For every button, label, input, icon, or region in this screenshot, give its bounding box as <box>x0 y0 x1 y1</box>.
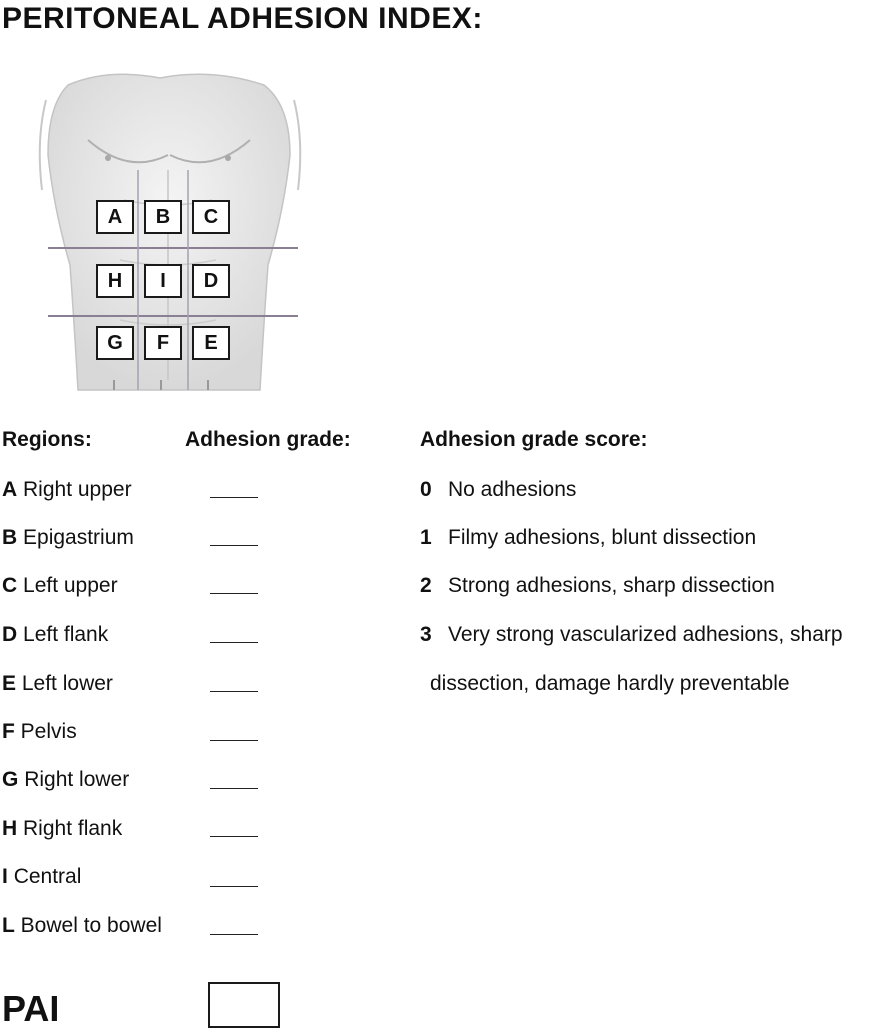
score-item <box>420 623 843 647</box>
region-box-g: G <box>96 326 134 360</box>
pai-label: PAI <box>2 988 60 1029</box>
regions-header: Regions: <box>2 428 92 451</box>
region-name: Pelvis <box>20 720 77 743</box>
score-text: No adhesions <box>448 478 577 501</box>
region-name: Right flank <box>23 817 123 840</box>
region-row <box>2 720 77 744</box>
region-row <box>2 526 134 550</box>
region-letter: G <box>2 768 19 791</box>
region-row <box>2 817 122 841</box>
region-letter: C <box>2 574 18 597</box>
region-box-f: F <box>144 326 182 360</box>
region-name: Bowel to bowel <box>20 914 162 937</box>
score-text: Filmy adhesions, blunt dissection <box>448 526 757 549</box>
region-row <box>2 768 129 792</box>
page-title: PERITONEAL ADHESION INDEX: <box>2 2 483 35</box>
grade-blank-d[interactable] <box>210 642 258 643</box>
region-letter: D <box>2 623 18 646</box>
region-name: Left lower <box>21 672 113 695</box>
score-item <box>420 526 756 550</box>
region-row <box>2 623 108 647</box>
grade-blank-h[interactable] <box>210 836 258 837</box>
region-box-a: A <box>96 200 134 234</box>
region-name: Right upper <box>23 478 132 501</box>
region-row <box>2 672 113 696</box>
score-item <box>420 574 775 598</box>
region-letter: A <box>2 478 18 501</box>
region-name: Left flank <box>23 623 109 646</box>
region-letter: H <box>2 817 18 840</box>
torso-diagram <box>28 60 320 405</box>
region-name: Right lower <box>24 768 130 791</box>
grade-blank-g[interactable] <box>210 788 258 789</box>
region-letter: B <box>2 526 18 549</box>
region-name: Central <box>13 865 82 888</box>
pai-total-box[interactable] <box>208 982 280 1028</box>
score-text: Strong adhesions, sharp dissection <box>448 574 775 597</box>
region-name: Left upper <box>23 574 118 597</box>
grade-blank-l[interactable] <box>210 934 258 935</box>
score-number: 3 <box>420 623 432 646</box>
region-box-h: H <box>96 264 134 298</box>
grade-blank-a[interactable] <box>210 497 258 498</box>
region-letter: F <box>2 720 15 743</box>
score-continuation: dissection, damage hardly preventable <box>430 672 790 695</box>
score-item <box>420 478 576 502</box>
region-name: Epigastrium <box>23 526 134 549</box>
region-box-i: I <box>144 264 182 298</box>
region-row <box>2 574 118 598</box>
grade-blank-i[interactable] <box>210 886 258 887</box>
region-box-b: B <box>144 200 182 234</box>
adhesion-grade-score-header: Adhesion grade score: <box>420 428 648 451</box>
region-row <box>2 865 81 889</box>
region-row <box>2 478 132 502</box>
score-number: 1 <box>420 526 432 549</box>
adhesion-grade-header: Adhesion grade: <box>185 428 351 451</box>
grade-blank-c[interactable] <box>210 593 258 594</box>
grade-blank-e[interactable] <box>210 691 258 692</box>
grade-blank-b[interactable] <box>210 545 258 546</box>
score-number: 2 <box>420 574 432 597</box>
region-box-c: C <box>192 200 230 234</box>
grade-blank-f[interactable] <box>210 740 258 741</box>
region-letter: I <box>2 865 8 888</box>
region-letter: L <box>2 914 15 937</box>
region-letter: E <box>2 672 17 695</box>
score-text: Very strong vascularized adhesions, sharp <box>448 623 843 646</box>
region-box-e: E <box>192 326 230 360</box>
score-number: 0 <box>420 478 432 501</box>
region-row <box>2 914 162 938</box>
region-box-d: D <box>192 264 230 298</box>
